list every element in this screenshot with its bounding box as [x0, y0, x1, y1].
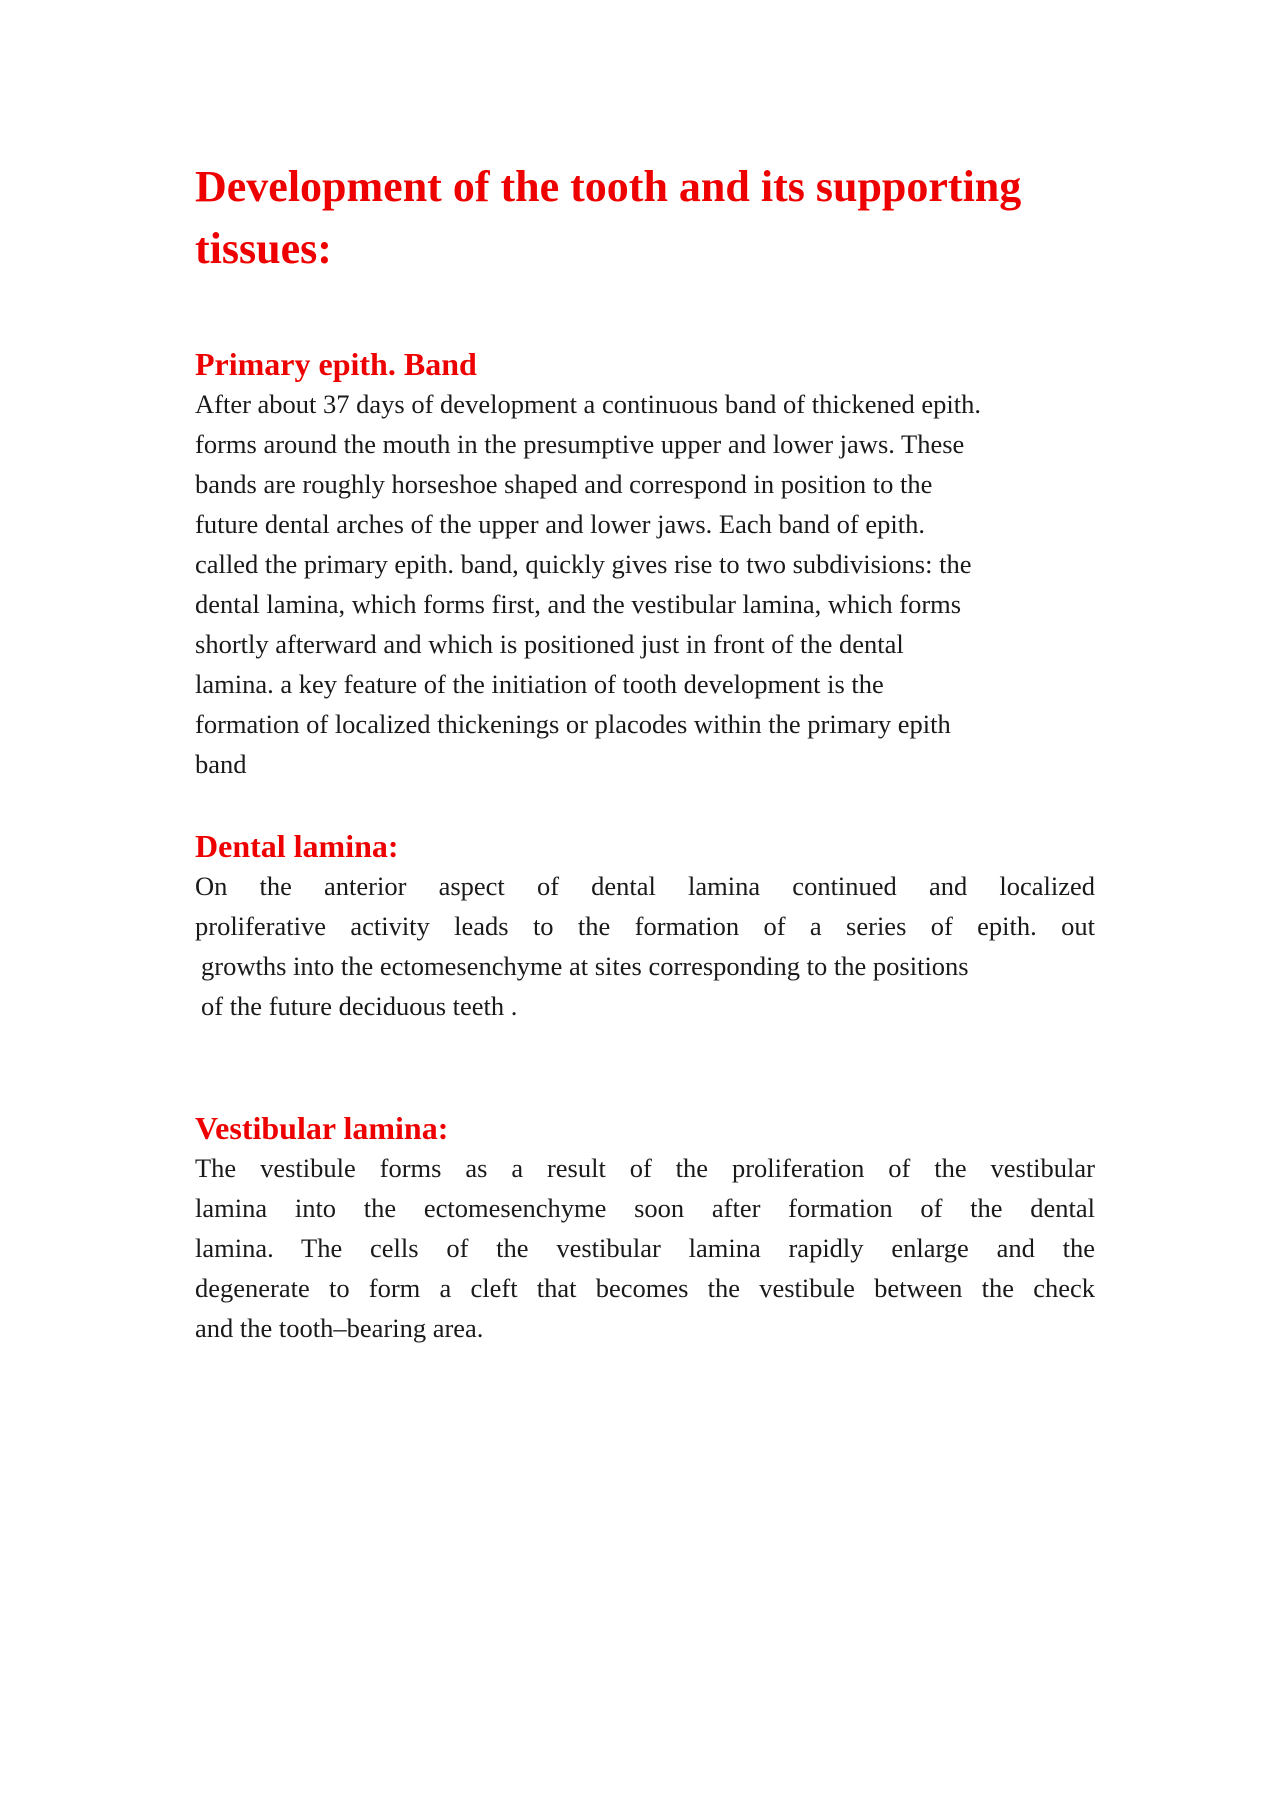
paragraph-line: lamina. The cells of the vestibular lamina rapidly enlarge and the [195, 1233, 1095, 1263]
paragraph-line: called the primary epith. band, quickly gives rise to two subdivisions: the [195, 549, 972, 579]
section-primary-epith-band [195, 344, 1095, 784]
paragraph-line: bands are roughly horseshoe shaped and correspond in position to the [195, 469, 933, 499]
section-heading-dental-lamina: Dental lamina: [195, 828, 399, 864]
paragraph-line: of the future deciduous teeth . [201, 991, 518, 1021]
section-body-dental-lamina [195, 866, 1095, 1026]
paragraph-line: future dental arches of the upper and lower jaws. Each band of epith. [195, 509, 925, 539]
paragraph-line: After about 37 days of development a continuous band of thickened epith. [195, 389, 981, 419]
document-page [195, 156, 1095, 1348]
paragraph-line: degenerate to form a cleft that becomes the vestibule between the check [195, 1273, 1095, 1303]
paragraph-line: lamina into the ectomesenchyme soon after formation of the dental [195, 1193, 1095, 1223]
section-dental-lamina [195, 826, 1095, 1026]
section-body-primary-epith-band [195, 384, 1095, 784]
paragraph-line: forms around the mouth in the presumptive upper and lower jaws. These [195, 429, 965, 459]
paragraph-line: growths into the ectomesenchyme at sites corresponding to the positions [201, 951, 969, 981]
section-vestibular-lamina [195, 1108, 1095, 1348]
paragraph-line: and the tooth–bearing area. [195, 1313, 484, 1343]
paragraph-line: On the anterior aspect of dental lamina continued and localized [195, 871, 1095, 901]
paragraph-line: shortly afterward and which is positioned just in front of the dental [195, 629, 904, 659]
paragraph-line: proliferative activity leads to the formation of a series of epith. out [195, 911, 1095, 941]
paragraph-line: lamina. a key feature of the initiation of tooth development is the [195, 669, 884, 699]
page-title-line-1: Development of the tooth and its supporting [195, 162, 1022, 211]
section-body-vestibular-lamina [195, 1148, 1095, 1348]
paragraph-line: band [195, 749, 247, 779]
paragraph-line: The vestibule forms as a result of the proliferation of the vestibular [195, 1153, 1095, 1183]
section-heading-primary-epith-band: Primary epith. Band [195, 346, 477, 382]
paragraph-line: formation of localized thickenings or placodes within the primary epith [195, 709, 951, 739]
page-title-line-2: tissues: [195, 224, 332, 273]
page-title [195, 156, 1095, 280]
section-heading-vestibular-lamina: Vestibular lamina: [195, 1110, 449, 1146]
paragraph-line: dental lamina, which forms first, and the vestibular lamina, which forms [195, 589, 962, 619]
